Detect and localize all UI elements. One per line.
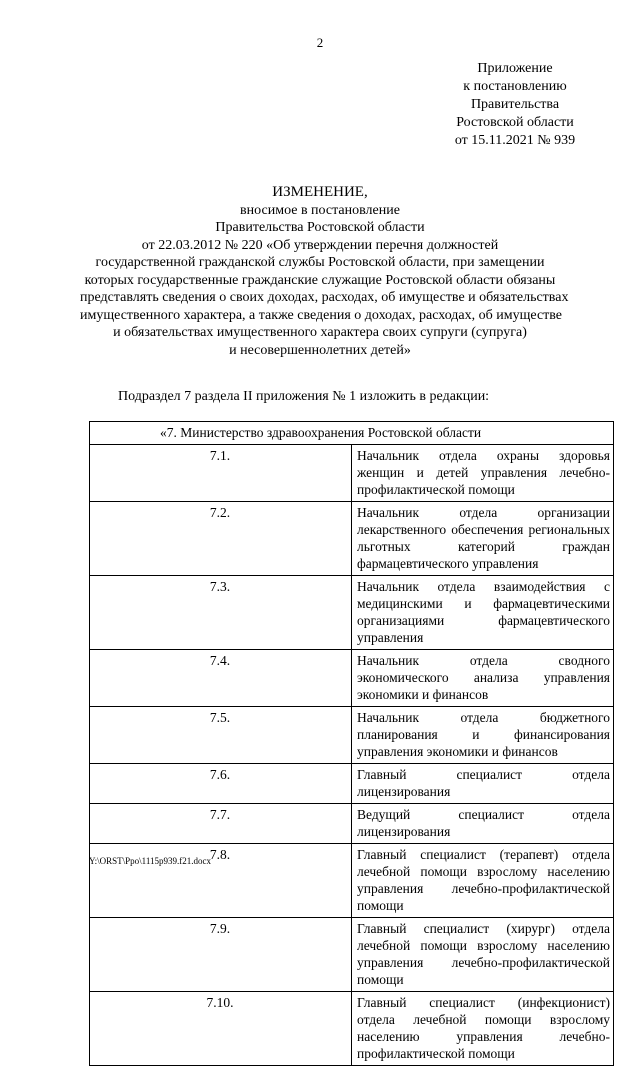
row-position: Начальник отдела бюджетного планирования и финансирования управления экономики и финансов xyxy=(352,707,614,764)
table-row xyxy=(90,502,614,576)
appendix-line: Приложение xyxy=(477,61,553,76)
table-row xyxy=(90,650,614,707)
row-number: 7.9. xyxy=(90,918,352,992)
row-number: 7.1. xyxy=(90,445,352,502)
appendix-line: от 15.11.2021 № 939 xyxy=(454,133,576,148)
row-number: 7.10. xyxy=(90,992,352,1066)
positions-table xyxy=(89,421,614,1066)
title-line: вносимое в постановление xyxy=(240,202,400,218)
appendix-line: Ростовской области xyxy=(456,115,574,130)
table-row xyxy=(90,992,614,1066)
row-number: 7.6. xyxy=(90,764,352,804)
row-position: Начальник отдела взаимодействия с медицинскими и фармацевтическими организациями фармацевтического управления xyxy=(352,576,614,650)
row-position: Начальник отдела охраны здоровья женщин и детей управления лечебно-профилактической помощи xyxy=(352,445,614,502)
appendix-line: к постановлению xyxy=(463,79,567,94)
title-line: государственной гражданской службы Ростовской области, при замещении xyxy=(95,255,545,270)
table-row xyxy=(90,804,614,844)
row-number: 7.8. xyxy=(90,844,352,918)
row-position: Главный специалист (инфекционист) отдела лечебной помощи взрослому населению управления лечебно-профилактической помощи xyxy=(352,992,614,1066)
table-row xyxy=(90,918,614,992)
document-title xyxy=(80,184,569,359)
table-row xyxy=(90,445,614,502)
title-line: имущественного характера, а также сведения о доходах, расходах, об имуществе xyxy=(80,307,563,323)
row-position: Ведущий специалист отдела лицензирования xyxy=(352,804,614,844)
row-number: 7.7. xyxy=(90,804,352,844)
title-heading: ИЗМЕНЕНИЕ, xyxy=(272,184,368,200)
row-position: Главный специалист (терапевт) отдела лечебной помощи взрослому населению управления лечебно-профилактической помощи xyxy=(352,844,614,918)
row-number: 7.4. xyxy=(90,650,352,707)
table-row xyxy=(90,576,614,650)
row-position: Начальник отдела сводного экономического анализа управления экономики и финансов xyxy=(352,650,614,707)
appendix-block xyxy=(430,60,600,150)
row-position: Главный специалист отдела лицензирования xyxy=(352,764,614,804)
intro-paragraph: Подраздел 7 раздела II приложения № 1 изложить в редакции: xyxy=(118,389,490,404)
title-line: и несовершеннолетних детей» xyxy=(229,342,411,358)
title-line: и обязательствах имущественного характера своих супруги (супруга) xyxy=(113,325,527,340)
title-line: Правительства Ростовской области xyxy=(215,220,425,235)
table-row xyxy=(90,707,614,764)
title-line: от 22.03.2012 № 220 «Об утверждении перечня должностей xyxy=(141,237,499,253)
table-section-row xyxy=(90,422,614,445)
title-line: которых государственные гражданские служащие Ростовской области обязаны xyxy=(84,272,556,288)
title-line: представлять сведения о своих доходах, расходах, об имуществе и обязательствах xyxy=(80,290,569,305)
row-number: 7.2. xyxy=(90,502,352,576)
row-position: Начальник отдела организации лекарственного обеспечения региональных льготных категорий граждан фармацевтического управления xyxy=(352,502,614,576)
file-path-footer: Y:\ORST\Ppo\1115p939.f21.docx xyxy=(89,856,212,866)
page-number: 2 xyxy=(316,35,324,50)
table-section-title: «7. Министерство здравоохранения Ростовской области xyxy=(90,422,614,445)
row-number: 7.3. xyxy=(90,576,352,650)
row-position: Главный специалист (хирург) отдела лечебной помощи взрослому населению управления лечебно-профилактической помощи xyxy=(352,918,614,992)
row-number: 7.5. xyxy=(90,707,352,764)
table-row xyxy=(90,844,614,918)
appendix-line: Правительства xyxy=(470,97,560,112)
table-row xyxy=(90,764,614,804)
